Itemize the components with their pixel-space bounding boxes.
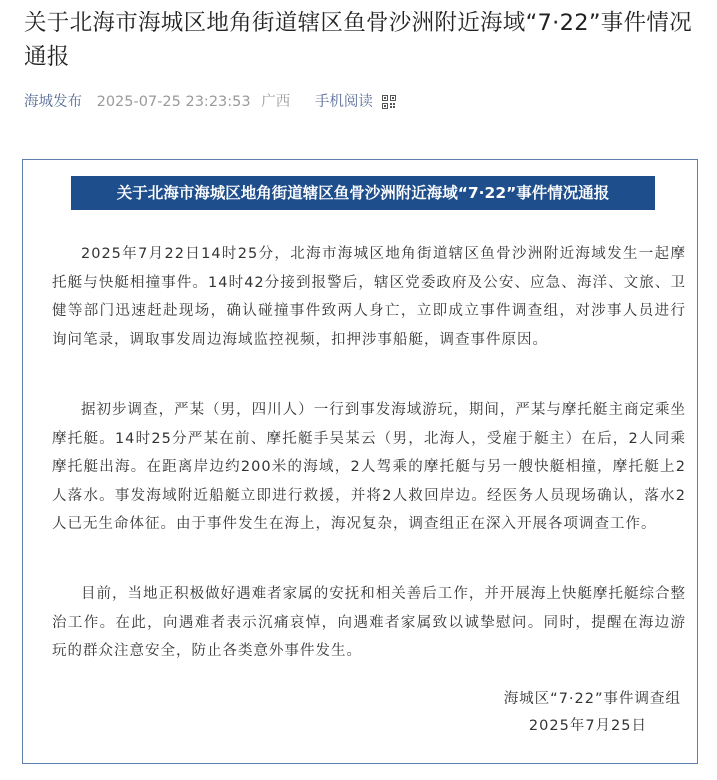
notice-paragraph-1: 2025年7月22日14时25分，北海市海城区地角街道辖区鱼骨沙洲附近海域发生一起摩托艇与快艇相撞事件。14时42分接到报警后，辖区党委政府及公安、应急、海洋、文旅、卫健等部门迅速赶赴现场，确认碰撞事件致两人身亡，立即成立事件调查组，对涉事人员进行询问笔录，调取事发周边海域监控视频，扣押涉事船艇，调查事件原因。: [52, 246, 686, 348]
publish-location: 广西: [261, 94, 291, 110]
source-account-link[interactable]: 海城发布: [24, 94, 82, 110]
qr-code-icon[interactable]: [382, 95, 396, 109]
publish-datetime: 2025-07-25 23:23:53: [96, 94, 251, 110]
notice-paragraph-2: 据初步调查，严某（男，四川人）一行到事发海域游玩，期间，严某与摩托艇主商定乘坐摩托艇。14时25分严某在前、摩托艇手吴某云（男，北海人，受雇于艇主）在后，2人同乘摩托艇出海。在距离岸边约200米的海域，2人驾乘的摩托艇与另一艘快艇相撞，摩托艇上2人落水。事发海域附近船艇立即进行救援，并将2人救回岸边。经医务人员现场确认，落水2人已无生命体征。由于事件发生在海上，海况复杂，调查组正在深入开展各项调查工作。: [52, 402, 686, 532]
article-title: 关于北海市海城区地角街道辖区鱼骨沙洲附近海域“7·22”事件情况通报: [24, 10, 693, 70]
notice-paragraph-3: 目前，当地正积极做好遇难者家属的安抚和相关善后工作，并开展海上快艇摩托艇综合整治工作。在此，向遇难者表示沉痛哀悼，向遇难者家属致以诚挚慰问。同时，提醒在海边游玩的群众注意安全，防止各类意外事件发生。: [52, 586, 686, 659]
signature-date: 2025年7月25日: [528, 718, 647, 734]
signature-organization: 海城区“7·22”事件调查组: [503, 691, 681, 707]
notice-title-banner: 关于北海市海城区地角街道辖区鱼骨沙洲附近海域“7·22”事件情况通报: [71, 176, 655, 210]
mobile-read-link[interactable]: 手机阅读: [314, 94, 373, 110]
notice-box: [22, 159, 698, 764]
article-meta: [24, 91, 396, 113]
